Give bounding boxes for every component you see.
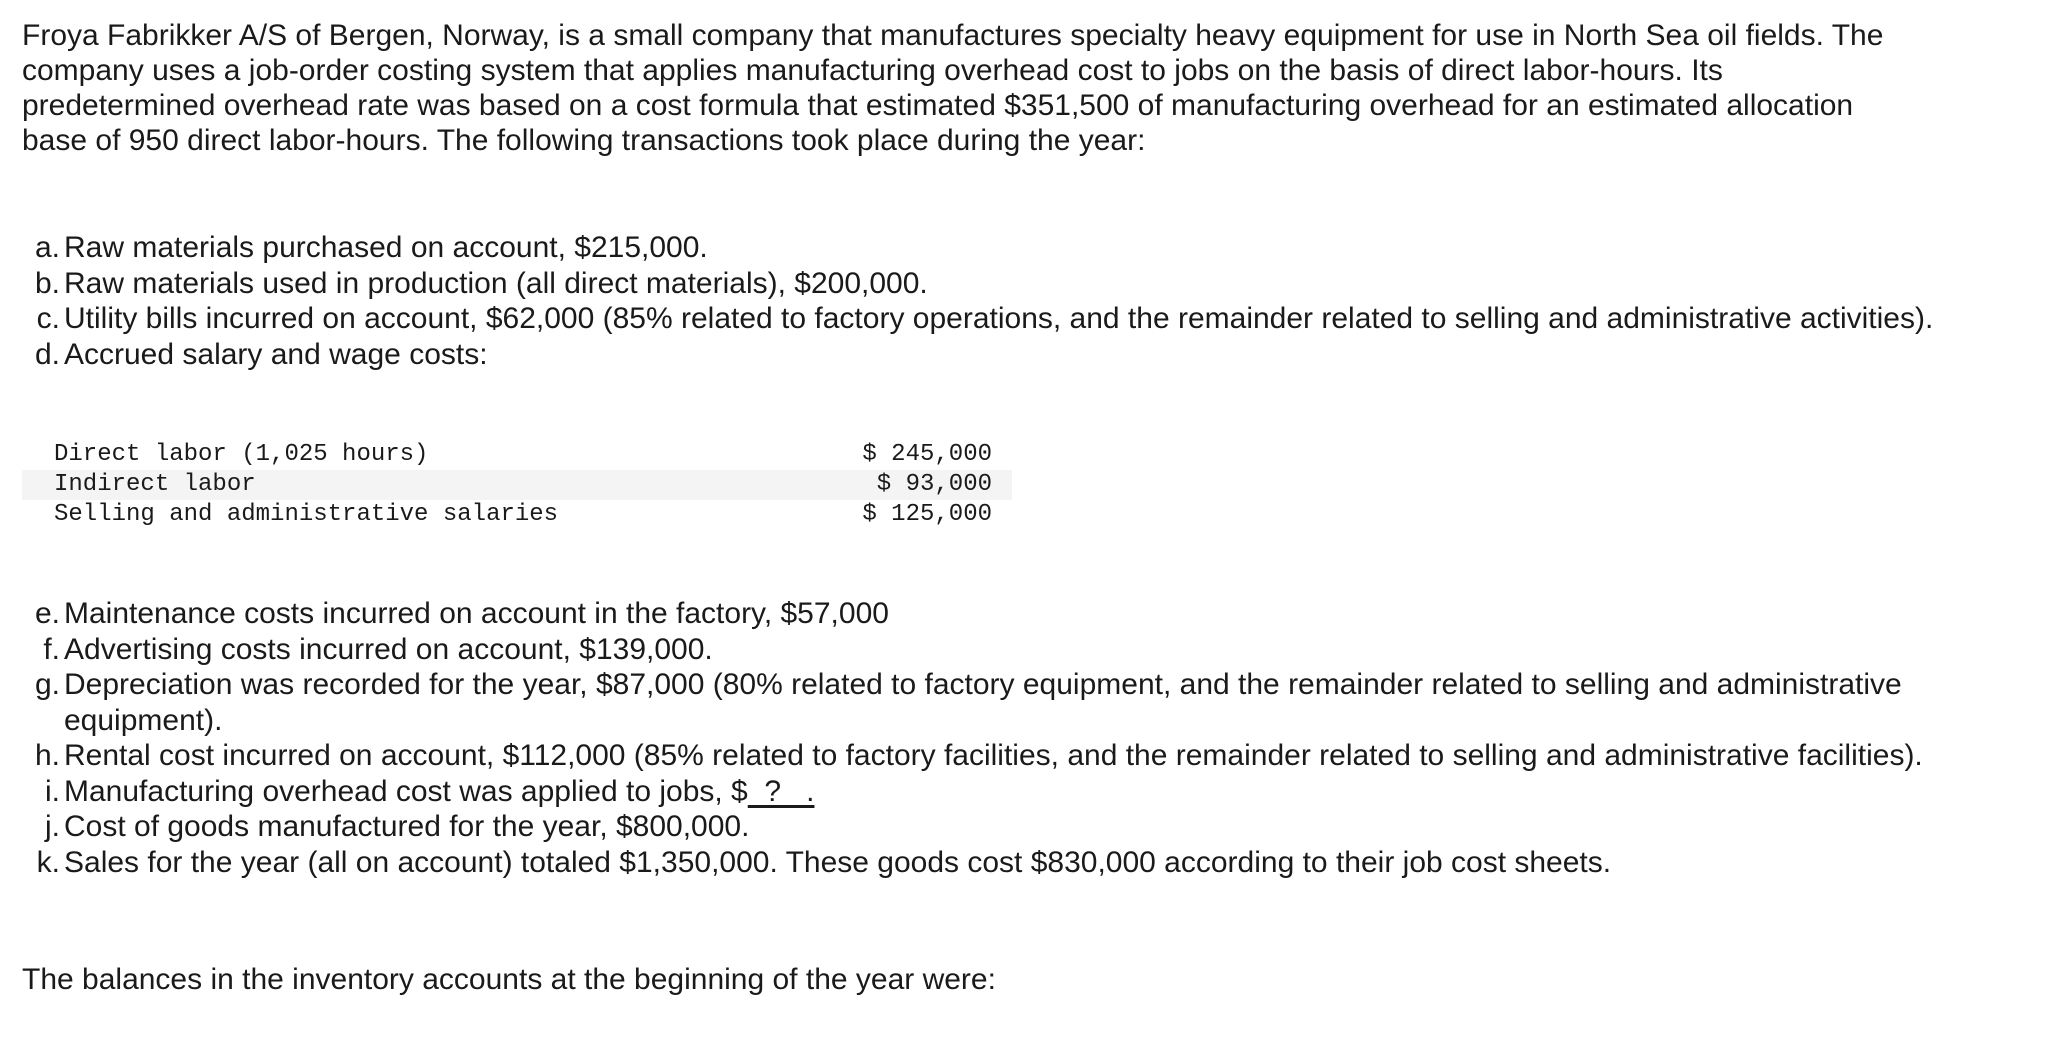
row-label: Indirect labor <box>22 470 814 500</box>
item-text: Advertising costs incurred on account, $139,000. <box>64 632 713 666</box>
row-amount: $ 93,000 <box>814 470 1012 500</box>
item-marker: e. <box>34 597 60 630</box>
transaction-item-g <box>22 667 2032 738</box>
item-text: Cost of goods manufactured for the year, $800,000. <box>64 810 750 843</box>
item-marker: b. <box>34 266 60 300</box>
row-amount: $ 245,000 <box>862 441 992 468</box>
item-text: Sales for the year (all on account) totaled $1,350,000. These goods cost $830,000 according to their job cost sheets. <box>64 845 1612 879</box>
row-label: Selling and administrative salaries <box>54 501 559 528</box>
item-text: Raw materials used in production (all direct materials), $200,000. <box>64 266 928 300</box>
row-amount: $ 125,000 <box>862 501 992 528</box>
transaction-item-c <box>22 301 2032 337</box>
answer-blank: ? . <box>747 774 815 808</box>
item-text: Utility bills incurred on account, $62,000 (85% related to factory operations, and the remainder related to selling and administrative activities). <box>64 302 1934 335</box>
transaction-item-b <box>22 266 2032 302</box>
transaction-item-d <box>22 337 2032 373</box>
transaction-item-i <box>22 774 2032 810</box>
item-marker: h. <box>34 739 60 772</box>
transaction-item-j <box>22 809 2032 845</box>
item-text: Maintenance costs incurred on account in the factory, $57,000 <box>64 597 889 630</box>
transaction-item-k <box>22 845 2032 881</box>
table-row <box>22 440 1012 470</box>
item-marker: i. <box>45 774 60 808</box>
item-marker: f. <box>43 632 60 666</box>
item-marker: d. <box>34 337 60 371</box>
salary-wage-table <box>22 440 1012 530</box>
item-text: Rental cost incurred on account, $112,000 (85% related to factory facilities, and the remainder related to selling and administrative facilities). <box>64 739 1923 772</box>
item-marker: a. <box>34 231 60 264</box>
item-text: Depreciation was recorded for the year, $87,000 (80% related to factory equipment, and the remainder related to selling and administrative equipment). <box>64 668 1902 737</box>
row-label: Direct labor (1,025 hours) <box>54 441 429 468</box>
transaction-item-e <box>22 596 2032 632</box>
transaction-item-a <box>22 230 2032 266</box>
item-marker: k. <box>36 845 60 879</box>
closing-sentence: The balances in the inventory accounts at the beginning of the year were: <box>22 963 996 996</box>
item-text: Accrued salary and wage costs: <box>64 337 488 371</box>
intro-paragraph: Froya Fabrikker A/S of Bergen, Norway, is a small company that manufactures specialty heavy equipment for use in North Sea oil fields. The company uses a job-order costing system that applies manufacturing overhead cost to jobs on the basis of direct labor-hours. Its predetermined overhead rate was based on a cost formula that estimated $351,500 of manufacturing overhead for an estimated allocation base of 950 direct labor-hours. The following transactions took place during the year: <box>22 19 1884 157</box>
item-marker: c. <box>36 302 60 335</box>
transaction-list-a-d <box>22 230 2032 372</box>
item-marker: g. <box>34 668 60 701</box>
table-row <box>22 470 1012 500</box>
transaction-list-e-k <box>22 596 2032 880</box>
item-text: Raw materials purchased on account, $215,000. <box>64 231 708 264</box>
transaction-item-f <box>22 632 2032 668</box>
transaction-item-h <box>22 738 2032 774</box>
item-text: Manufacturing overhead cost was applied to jobs, $ <box>64 774 748 808</box>
item-marker: j. <box>45 810 60 843</box>
table-row <box>22 500 1012 530</box>
